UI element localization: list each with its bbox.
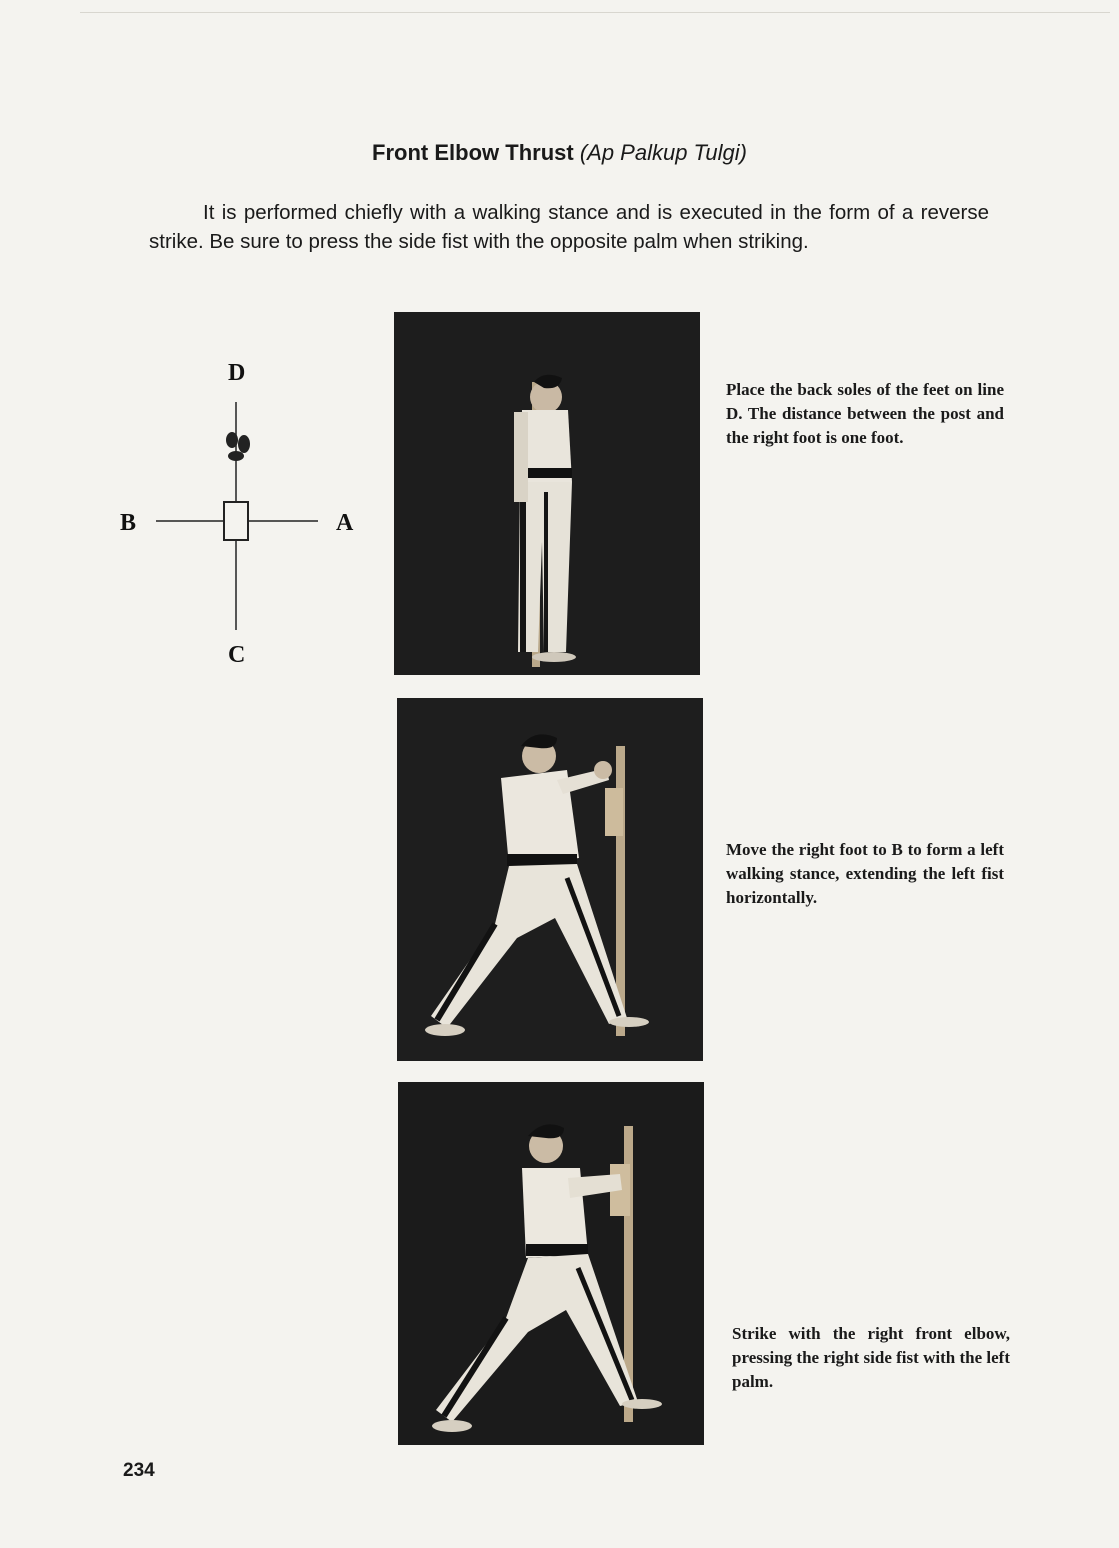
title-subtitle: (Ap Palkup Tulgi) [579, 140, 747, 165]
diagram-label-c: C [228, 642, 246, 668]
caption-step-2: Move the right foot to B to form a left walking stance, extending the left fist horizontally. [726, 840, 1004, 907]
caption-step-3: Strike with the right front elbow, pressing the right side fist with the left palm. [732, 1324, 1010, 1391]
page-top-rule [80, 12, 1110, 13]
direction-diagram [100, 340, 380, 680]
caption-step-1: Place the back soles of the feet on line D. The distance between the post and the right foot is one foot. [726, 380, 1004, 447]
page-number: 234 [123, 1460, 155, 1481]
page-title [0, 140, 1119, 166]
title-main: Front Elbow Thrust [372, 140, 574, 165]
diagram-label-b: B [120, 510, 137, 536]
photo-step-3 [398, 1082, 704, 1445]
post-marker [224, 502, 248, 540]
diagram-label-a: A [336, 510, 354, 536]
photo-step-1 [394, 312, 700, 675]
intro-paragraph: It is performed chiefly with a walking stance and is executed in the form of a reverse strike. Be sure to press the side fist with the opposite palm when striking. [149, 201, 989, 253]
photo-step-2 [397, 698, 703, 1061]
feet-marker [226, 432, 250, 461]
diagram-label-d: D [228, 360, 246, 386]
